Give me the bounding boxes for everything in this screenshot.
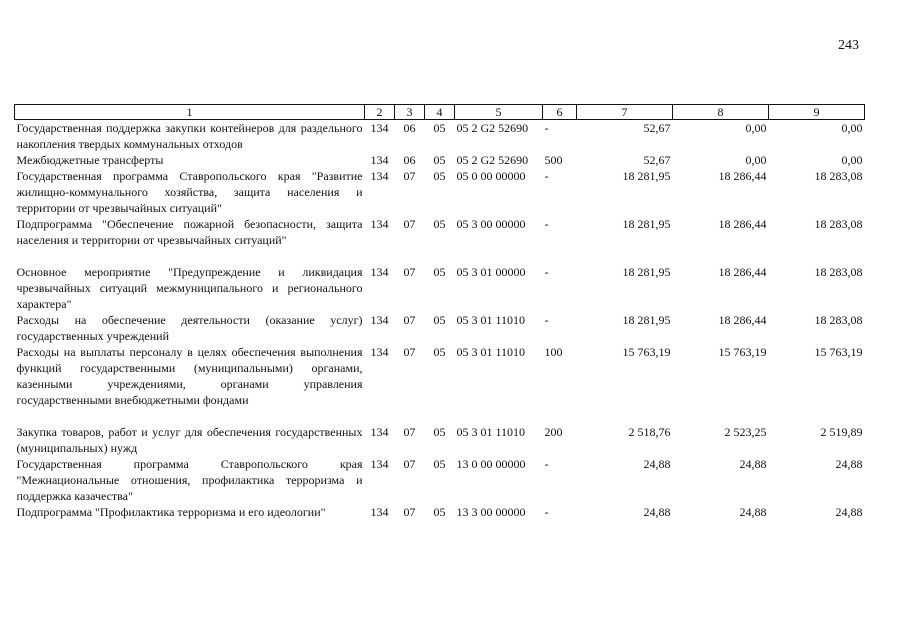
column-header: 7 [577, 105, 673, 120]
cell-amount-year2: 18 286,44 [718, 169, 767, 183]
cell-amount-year3: 24,88 [835, 505, 863, 519]
cell-subsection: 05 [433, 217, 446, 231]
cell-expense-type: - [544, 169, 549, 183]
table-row [15, 168, 865, 216]
table-row [15, 312, 865, 344]
page-number: 243 [838, 38, 859, 53]
cell-section: 06 [403, 153, 416, 167]
table-row [15, 216, 865, 264]
cell-subsection: 05 [433, 265, 446, 279]
cell-amount-year1: 18 281,95 [622, 217, 671, 231]
row-name: Расходы на выплаты персоналу в целях обеспечения выполнения функций государственными (муниципальными) органами, казенными учреждениями, органами управления государственными внебюджетными фондами [16, 345, 363, 407]
row-name: Подпрограмма "Обеспечение пожарной безопасности, защита населения и территории от чрезвычайных ситуаций" [16, 217, 363, 247]
cell-amount-year3: 18 283,08 [814, 169, 863, 183]
cell-amount-year1: 15 763,19 [622, 345, 671, 359]
cell-expense-type: 100 [544, 345, 563, 359]
table-row [15, 120, 865, 153]
cell-section: 07 [403, 425, 416, 439]
cell-amount-year2: 0,00 [745, 153, 767, 167]
cell-target-article: 05 0 00 00000 [456, 169, 526, 183]
table-row [15, 264, 865, 312]
cell-amount-year2: 0,00 [745, 121, 767, 135]
cell-amount-year2: 18 286,44 [718, 265, 767, 279]
cell-expense-type: - [544, 121, 549, 135]
cell-admin-code: 134 [370, 425, 389, 439]
cell-admin-code: 134 [370, 313, 389, 327]
cell-admin-code: 134 [370, 153, 389, 167]
cell-subsection: 05 [433, 505, 446, 519]
cell-admin-code: 134 [370, 217, 389, 231]
cell-amount-year3: 0,00 [841, 121, 863, 135]
cell-amount-year2: 15 763,19 [718, 345, 767, 359]
cell-target-article: 05 2 G2 52690 [456, 121, 529, 135]
row-name: Подпрограмма "Профилактика терроризма и его идеологии" [16, 505, 326, 519]
cell-admin-code: 134 [370, 121, 389, 135]
cell-amount-year2: 18 286,44 [718, 217, 767, 231]
table-row [15, 456, 865, 504]
cell-section: 07 [403, 345, 416, 359]
table-header-row [15, 105, 865, 120]
cell-amount-year1: 2 518,76 [628, 425, 671, 439]
table-row [15, 344, 865, 424]
table-row [15, 424, 865, 456]
cell-target-article: 05 3 01 11010 [456, 425, 526, 439]
cell-admin-code: 134 [370, 169, 389, 183]
cell-target-article: 05 3 01 00000 [456, 265, 526, 279]
cell-subsection: 05 [433, 169, 446, 183]
cell-admin-code: 134 [370, 345, 389, 359]
cell-target-article: 13 0 00 00000 [456, 457, 526, 471]
cell-expense-type: - [544, 313, 549, 327]
column-header: 8 [673, 105, 769, 120]
cell-amount-year3: 15 763,19 [814, 345, 863, 359]
cell-amount-year1: 18 281,95 [622, 169, 671, 183]
cell-subsection: 05 [433, 121, 446, 135]
cell-amount-year3: 18 283,08 [814, 265, 863, 279]
cell-subsection: 05 [433, 425, 446, 439]
cell-amount-year2: 2 523,25 [724, 425, 767, 439]
cell-amount-year3: 0,00 [841, 153, 863, 167]
column-header: 4 [425, 105, 455, 120]
row-name: Государственная программа Ставропольского края "Развитие жилищно-коммунального хозяйства, защита населения и территории от чрезвычайных ситуаций" [16, 169, 363, 215]
cell-amount-year2: 24,88 [739, 505, 767, 519]
row-name: Межбюджетные трансферты [16, 153, 164, 167]
cell-section: 07 [403, 265, 416, 279]
column-header: 3 [395, 105, 425, 120]
cell-amount-year1: 18 281,95 [622, 265, 671, 279]
cell-expense-type: 500 [544, 153, 563, 167]
row-name: Расходы на обеспечение деятельности (оказание услуг) государственных учреждений [16, 313, 363, 343]
cell-target-article: 05 2 G2 52690 [456, 153, 529, 167]
cell-subsection: 05 [433, 457, 446, 471]
cell-target-article: 05 3 00 00000 [456, 217, 526, 231]
cell-amount-year1: 24,88 [643, 457, 671, 471]
row-name: Основное мероприятие "Предупреждение и ликвидация чрезвычайных ситуаций межмуниципального и регионального характера" [16, 265, 363, 311]
cell-section: 06 [403, 121, 416, 135]
cell-admin-code: 134 [370, 505, 389, 519]
cell-amount-year1: 52,67 [643, 121, 671, 135]
cell-target-article: 05 3 01 11010 [456, 313, 526, 327]
cell-amount-year1: 52,67 [643, 153, 671, 167]
column-header: 1 [15, 105, 365, 120]
cell-amount-year3: 18 283,08 [814, 217, 863, 231]
row-name: Государственная программа Ставропольского края "Межнациональные отношения, профилактика терроризма и поддержка казачества" [16, 457, 363, 503]
cell-amount-year3: 18 283,08 [814, 313, 863, 327]
column-header: 2 [365, 105, 395, 120]
row-name: Закупка товаров, работ и услуг для обеспечения государственных (муниципальных) нужд [16, 425, 363, 455]
column-header: 5 [455, 105, 543, 120]
cell-section: 07 [403, 313, 416, 327]
cell-target-article: 05 3 01 11010 [456, 345, 526, 359]
cell-amount-year2: 18 286,44 [718, 313, 767, 327]
cell-amount-year3: 2 519,89 [820, 425, 863, 439]
cell-subsection: 05 [433, 153, 446, 167]
cell-expense-type: 200 [544, 425, 563, 439]
row-name: Государственная поддержка закупки контейнеров для раздельного накопления твердых коммунальных отходов [16, 121, 363, 151]
column-header: 9 [769, 105, 865, 120]
table-row [15, 504, 865, 520]
cell-target-article: 13 3 00 00000 [456, 505, 526, 519]
cell-admin-code: 134 [370, 265, 389, 279]
cell-expense-type: - [544, 505, 549, 519]
cell-amount-year1: 24,88 [643, 505, 671, 519]
cell-admin-code: 134 [370, 457, 389, 471]
cell-section: 07 [403, 505, 416, 519]
cell-amount-year3: 24,88 [835, 457, 863, 471]
column-header: 6 [543, 105, 577, 120]
table-row [15, 152, 865, 168]
cell-expense-type: - [544, 457, 549, 471]
cell-section: 07 [403, 457, 416, 471]
cell-subsection: 05 [433, 313, 446, 327]
cell-amount-year2: 24,88 [739, 457, 767, 471]
cell-expense-type: - [544, 217, 549, 231]
cell-expense-type: - [544, 265, 549, 279]
cell-section: 07 [403, 169, 416, 183]
cell-amount-year1: 18 281,95 [622, 313, 671, 327]
cell-subsection: 05 [433, 345, 446, 359]
cell-section: 07 [403, 217, 416, 231]
budget-table [14, 104, 865, 520]
